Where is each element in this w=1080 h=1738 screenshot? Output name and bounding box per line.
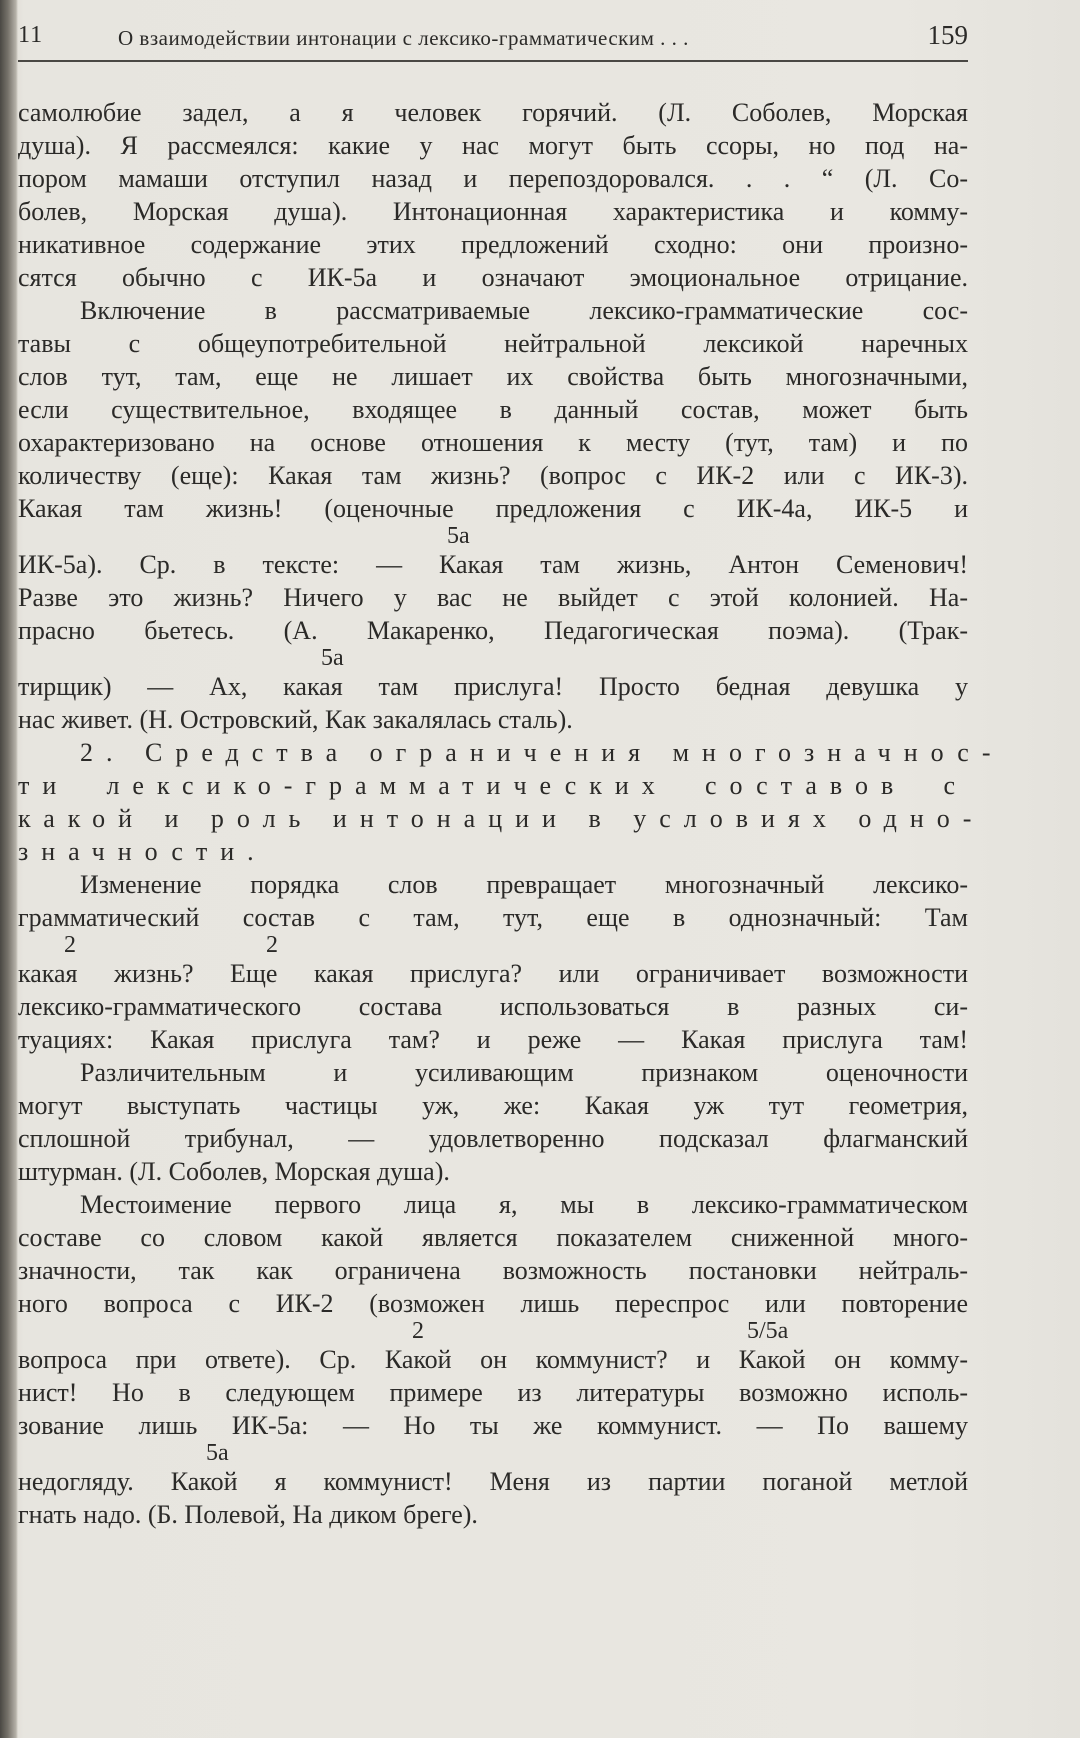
- running-header: [18, 20, 968, 62]
- text-line: Различительным и усиливающим признаком оценочности: [80, 1058, 968, 1087]
- text-line: слов тут, там, еще не лишает их свойства быть многозначными,: [18, 362, 968, 391]
- text-line: количеству (еще): Какая там жизнь? (вопрос с ИК-2 или с ИК-3).: [18, 461, 968, 490]
- intonation-note: 5а: [206, 1440, 229, 1466]
- page-number: 159: [927, 20, 968, 50]
- intonation-note: 2: [412, 1318, 424, 1344]
- text-line: нас живет. (Н. Островский, Как закалялась сталь).: [18, 705, 573, 734]
- text-line: пором мамаши отступил назад и перепоздоровался. . . “ (Л. Со-: [18, 164, 968, 193]
- text-line: сятся обычно с ИК-5а и означают эмоциональное отрицание.: [18, 263, 968, 292]
- text-line: Разве это жизнь? Ничего у вас не выйдет с этой колонией. На-: [18, 583, 968, 612]
- intonation-note: 5а: [447, 523, 470, 549]
- text-line: вопроса при ответе). Ср. Какой он коммунист? и Какой он комму-: [18, 1345, 968, 1374]
- text-line: лексико-грамматического состава использоваться в разных си-: [18, 992, 968, 1021]
- text-line: туациях: Какая прислуга там? и реже — Какая прислуга там!: [18, 1025, 968, 1054]
- text-line: ИК-5а). Ср. в тексте: — Какая там жизнь, Антон Семенович!: [18, 550, 968, 579]
- text-line: какая жизнь? Еще какая прислуга? или ограничивает возможности: [18, 959, 968, 988]
- text-line: Изменение порядка слов превращает многозначный лексико-: [80, 870, 968, 899]
- text-line: тирщик) — Ах, какая там прислуга! Просто бедная девушка у: [18, 672, 968, 701]
- text-line: гнать надо. (Б. Полевой, На диком бреге).: [18, 1500, 478, 1529]
- text-line: никативное содержание этих предложений сходно: они произно-: [18, 230, 968, 259]
- text-line: могут выступать частицы уж, же: Какая уж тут геометрия,: [18, 1091, 968, 1120]
- text-line: сплошной трибунал, — удовлетворенно подсказал флагманский: [18, 1124, 968, 1153]
- text-line: составе со словом какой является показателем сниженной много-: [18, 1223, 968, 1252]
- text-line: охарактеризовано на основе отношения к месту (тут, там) и по: [18, 428, 968, 457]
- text-line: болев, Морская душа). Интонационная характеристика и комму-: [18, 197, 968, 226]
- section-heading-line: значности.: [18, 837, 267, 866]
- text-line: тавы с общеупотребительной нейтральной лексикой наречных: [18, 329, 968, 358]
- text-line: Какая там жизнь! (оценочные предложения с ИК-4а, ИК-5 и: [18, 494, 968, 523]
- section-heading-line: 2. Средства ограничения многозначнос-: [80, 738, 1004, 767]
- text-line: Включение в рассматриваемые лексико-грамматические сос-: [80, 296, 968, 325]
- book-spine-shadow: [0, 0, 18, 1738]
- text-line: если существительное, входящее в данный состав, может быть: [18, 395, 968, 424]
- text-line: ного вопроса с ИК-2 (возможен лишь переспрос или повторение: [18, 1289, 968, 1318]
- text-line: штурман. (Л. Соболев, Морская душа).: [18, 1157, 450, 1186]
- text-line: недогляду. Какой я коммунист! Меня из партии поганой метлой: [18, 1467, 968, 1496]
- text-line: зование лишь ИК-5а: — Но ты же коммунист. — По вашему: [18, 1411, 968, 1440]
- header-left-number: 11: [18, 22, 44, 48]
- section-heading-line: какой и роль интонации в условиях одно-: [18, 804, 985, 833]
- text-line: значности, так как ограничена возможность постановки нейтраль-: [18, 1256, 968, 1285]
- intonation-note: 5/5а: [747, 1318, 789, 1344]
- intonation-note: 5а: [321, 645, 344, 671]
- text-line: нист! Но в следующем примере из литературы возможно исполь-: [18, 1378, 968, 1407]
- intonation-note: 2: [64, 932, 76, 958]
- text-line: душа). Я рассмеялся: какие у нас могут быть ссоры, но под на-: [18, 131, 968, 160]
- text-line: Местоимение первого лица я, мы в лексико-грамматическом: [80, 1190, 968, 1219]
- text-line: грамматический состав с там, тут, еще в однозначный: Там: [18, 903, 968, 932]
- intonation-note: 2: [266, 932, 278, 958]
- text-line: самолюбие задел, а я человек горячий. (Л. Соболев, Морская: [18, 98, 968, 127]
- section-heading-line: ти лексико-грамматических составов с: [18, 771, 968, 800]
- header-title: О взаимодействии интонации с лексико-грамматическим . . .: [118, 26, 689, 50]
- text-line: прасно бьетесь. (А. Макаренко, Педагогическая поэма). (Трак-: [18, 616, 968, 645]
